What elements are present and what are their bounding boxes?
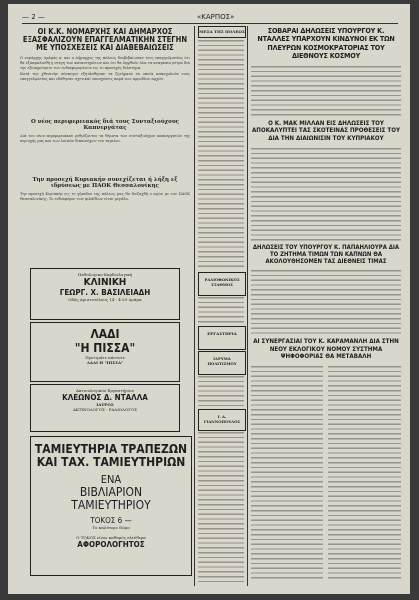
mid-text-1 <box>198 40 244 270</box>
bank-line4: ΒΙΒΛΙΑΡΙΟΝ <box>79 485 143 499</box>
right-text-1 <box>251 66 401 118</box>
ladi-line1: Προτιμάτε πάντοτε <box>85 355 125 360</box>
mid-title-box <box>198 26 246 38</box>
mid-text-3 <box>198 376 244 406</box>
kliniki-name: ΚΛΙΝΙΚΗ <box>83 277 127 288</box>
mid-box-1 <box>198 272 246 296</box>
right-text-4 <box>251 366 323 582</box>
kliniki-address: Οδός Αριστοτέλους 14 - 4-29 Δράμα <box>68 297 142 302</box>
mid-title: ΜΕΣΑ ΤΗΣ ΠΟΛΕΩΣ <box>199 29 245 34</box>
ad-kliniki <box>30 268 180 320</box>
bank-line3: ΕΝΑ <box>100 473 122 486</box>
left-sub-2: Την προσεχή Κυριακήν συνεχίζεται ή λήξη εξ ιδρύσεως με ΠΑΟΚ Θεσσαλονίκης <box>32 176 178 189</box>
left-headline: ΟΙ Κ.Κ. ΝΟΜΑΡΧΗΣ ΚΑΙ ΔΗΜΑΡΧΟΣ ΕΞΑΣΦΑΛΙΖΟΥΝ ΕΠΑΓΓΕΛΜΑΤΙΚΗΝ ΣΤΕΓΗΝ ΜΕ ΥΠΟΣΧΕΣΕΙΣ ΚΑΙ ΔΙΑΒΕΒΑΙΩΣΕΙΣ <box>22 27 188 52</box>
kliniki-doctor: ΓΕΩΡΓ. Χ. ΒΑΣΙΛΕΙΑΔΗ <box>59 288 151 297</box>
right-main-headline: ΣΟΒΑΡΑΙ ΔΗΛΩΣΕΙΣ ΥΠΟΥΡΓΟΥ Κ. ΝΤΑΛΛΕΣ ΥΠΑΡΧΟΥΝ ΚΙΝΔΥΝΟΙ ΕΚ ΤΩΝ ΠΛΕΥΡΩΝ ΚΟΣΜΟΚΡΑΤΟΡΙΑΣ ΤΟΥ ΔΙΕΘΝΟΥΣ ΚΟΣΜΟΥ <box>257 26 395 61</box>
right-second-headline: Ο Κ. ΜΑΚ ΜΙΛΛΑΝ ΕΙΣ ΔΗΛΩΣΕΙΣ ΤΟΥ ΑΠΟΚΑΛΥΠΤΕΙ ΤΑΣ ΣΚΟΤΕΙΝΑΣ ΠΡΟΘΕΣΕΙΣ ΤΟΥ ΔΙΑ ΤΗΝ ΔΙΑΙΩΝΙΣΙΝ ΤΟΥ ΚΥΠΡΙΑΚΟΥ <box>252 120 400 142</box>
bank-line7: Το καλύτερο δώρο <box>92 525 130 530</box>
left-body-1: Ο νομάρχης Δράμας κ. και ο Δήμαρχος της πόλεως διαβεβαίωσαν τους επαγγελματίας ότι θα εξασφαλισθή η στέγη των καταστημάτων και ότι θα ληφθούν όλα τα αναγκαία μέτρα διά την εξυπηρέτησιν των ενδιαφερομένων εις το προσεχές διάστημα. Κατά την χθεσινήν σύσκεψιν εξητάσθησαν τα ζητήματα τα οποία απασχολούν τους επαγγελματίας και εδόθησαν σχετικαί υποσχέσεις παρά των αρμοδίων αρχών. <box>20 55 190 81</box>
radiologist-spec: ΑΚΤΙΝΟΛΟΓΟΣ - ΡΑΔΙΟΛΟΓΟΣ <box>72 407 138 412</box>
column-rule-1 <box>194 26 195 586</box>
masthead: «ΚΑΡΠΟΣ» <box>197 13 235 21</box>
mid-box-3 <box>198 351 246 375</box>
left-body-2: Διά του νέου περιφερειακού ρυθμίζονται τα θέματα των συνταξιούχων καπνεργατών της περιοχής μας και των λοιπών δικαιούχων του ταμείου. <box>20 133 190 143</box>
left-body-3: Την προσεχή Κυριακήν εις το γήπεδον της πόλεως μας θα διεξαχθή ο αγών με τον ΠΑΟΚ Θεσσαλονίκης. Το ενδιαφέρον των φιλάθλων είναι μεγάλο. <box>20 191 190 201</box>
ad-radiologist <box>30 384 180 432</box>
page-header <box>22 13 398 24</box>
ad-ladi <box>30 322 180 382</box>
mid-text-2 <box>198 297 244 323</box>
ladi-line2: ΛΑΔΙ Η "ΠΙΣΣΑ" <box>86 360 124 365</box>
right-fourth-headline: ΑΙ ΣΥΝΕΡΓΑΣΙΑΙ ΤΟΥ Κ. ΚΑΡΑΜΑΝΛΗ ΔΙΑ ΣΤΗΝ ΝΕΟΥ ΕΚΛΟΓΙΚΟΥ ΝΟΜΟΥ ΣΥΣΤΗΜΑ ΨΗΦΟΦΟΡΙΑΣ ΘΑ ΜΕΤΑΒΑΛΗ <box>253 338 399 361</box>
right-text-5 <box>328 366 401 582</box>
bank-line2: ΚΑΙ ΤΑΧ. ΤΑΜΙΕΥΤΗΡΙΩΝ <box>36 455 186 469</box>
bank-line8: Ο ΤΟΚΟΣ είναι καθαρός ελεύθερα <box>76 535 146 540</box>
mid-box-2 <box>198 326 246 350</box>
radiologist-title: ΙΑΤΡΟΣ <box>96 402 114 407</box>
bank-line5: ΤΑΜΙΕΥΤΗΡΙΟΥ <box>71 498 151 512</box>
mid-box1-title: ΡΑΔΙΟΦΩΝΙΚΟΣ ΣΤΑΘΜΟΣ <box>204 277 240 287</box>
bank-line1: ΤΑΜΙΕΥΤΗΡΙΑ ΤΡΑΠΕΖΩΝ <box>34 442 188 456</box>
radiologist-line1: Ακτινολογικόν Εργαστήριον <box>76 388 134 393</box>
page-number: — 2 — <box>22 13 45 21</box>
right-text-3 <box>251 270 401 336</box>
mid-text-4 <box>198 432 244 582</box>
radiologist-name: ΚΛΕΩΝΟΣ Δ. ΝΤΑΛΛΑ <box>62 393 148 402</box>
left-sub-1: Ο νέος περιφερειακός διά τους Συνταξιούχους Καπνεργάτας <box>31 118 179 131</box>
column-rule-2 <box>247 26 248 586</box>
newspaper-page <box>8 4 410 594</box>
right-text-2 <box>251 148 401 242</box>
bank-line6: ΤΟΚΟΣ 6 — <box>90 516 132 525</box>
mid-box3-title: ΙΔΡΥΜΑ ΠΟΛΙΤΙΣΜΟΥ <box>207 356 237 366</box>
bank-line9: ΑΦΟΡΟΛΟΓΗΤΟΣ <box>77 540 145 549</box>
ladi-brand: "Η ΠΙΣΣΑ" <box>74 341 136 355</box>
ladi-title: ΛΑΔΙ <box>90 327 120 341</box>
ad-savings-bank <box>30 436 192 576</box>
left-article <box>20 26 190 264</box>
kliniki-line1: Παθολογικο-Καρδιολογική <box>77 272 133 277</box>
mid-box-4 <box>198 409 246 431</box>
mid-box2-title: ΕΡΓΑΣΤΗΡΙΑ <box>207 331 237 336</box>
right-third-headline: ΔΗΛΩΣΕΙΣ ΤΟΥ ΥΠΟΥΡΓΟΥ Κ. ΠΑΠΑΗΛΙΟΥΡΑ ΔΙΑ ΤΟ ΖΗΤΗΜΑ ΤΙΜΩΝ ΤΩΝ ΚΑΠΝΩΝ ΘΑ ΑΚΟΛΟΥΘΗΣΟΜΕΝ ΤΑΣ ΔΙΕΘΝΕΙΣ ΤΙΜΑΣ <box>252 244 400 266</box>
mid-box4-title: Ι. Α. ΓΙΑΝΝΟΠΟΥΛΟΣ <box>203 414 241 424</box>
